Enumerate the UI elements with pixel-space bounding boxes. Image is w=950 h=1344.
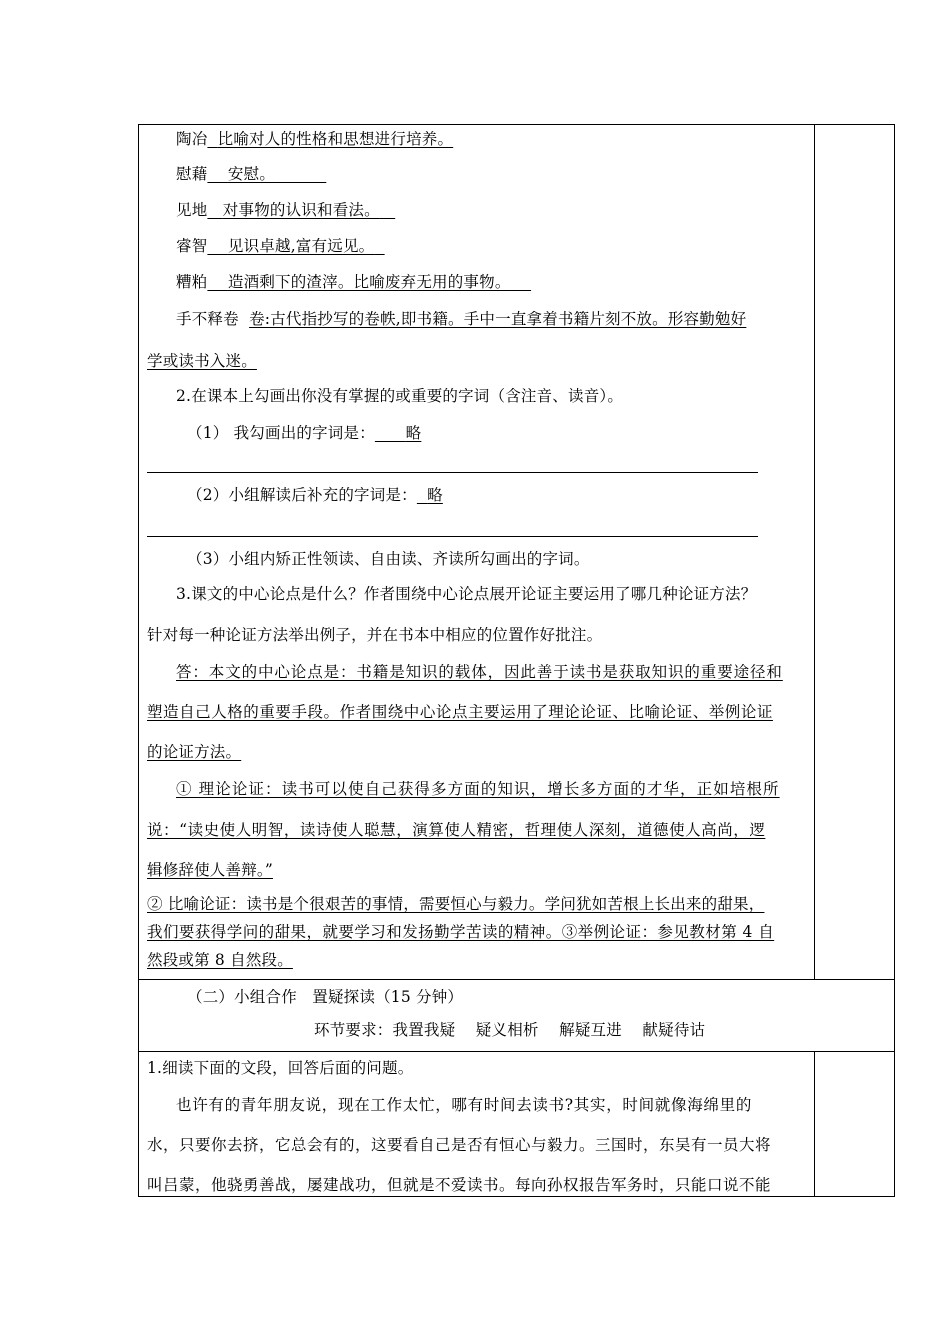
question-2-sub2: （2）小组解读后补充的字词是： 略	[187, 486, 443, 504]
idiom-entry	[176, 309, 806, 329]
row-divider-2	[138, 1051, 895, 1052]
answer-line-2	[147, 536, 758, 537]
table-right-border	[894, 124, 895, 1197]
table-bottom-border	[138, 1196, 895, 1197]
reading-line: 叫吕蒙，他骁勇善战，屡建战功，但就是不爱读书。每向孙权报告军务时，只能口说不能	[147, 1176, 772, 1194]
answer-line: 答：本文的中心论点是：书籍是知识的载体，因此善于读书是获取知识的重要途径和	[176, 663, 783, 681]
theory-line: ① 理论论证：读书可以使自己获得多方面的知识，增长多方面的才华，正如培根所	[176, 780, 780, 798]
column-divider-lower	[814, 1051, 815, 1197]
vocab-definition: 造酒剩下的渣滓。比喻废弃无用的事物。	[227, 273, 511, 291]
vocab-definition: 比喻对人的性格和思想进行培养。	[217, 130, 454, 148]
vocab-word: 慰藉	[176, 165, 208, 183]
vocab-word: 睿智	[176, 237, 208, 255]
vocab-entry	[176, 164, 326, 184]
vocab-entry	[176, 272, 531, 292]
answer-lue-1: 略	[405, 424, 422, 442]
vocab-word: 见地	[176, 201, 208, 219]
reading-line: 也许有的青年朋友说，现在工作太忙，哪有时间去读书?其实，时间就像海绵里的	[176, 1096, 753, 1114]
answer-line: 塑造自己人格的重要手段。作者围绕中心论点主要运用了理论论证、比喻论证、举例论证	[147, 703, 773, 721]
metaphor-line: 然段或第 8 自然段。	[147, 951, 293, 969]
row-divider-1	[138, 979, 895, 980]
question-2-title: 2.在课本上勾画出你没有掌握的或重要的字词（含注音、读音）。	[176, 387, 624, 405]
question-2-sub3: （3）小组内矫正性领读、自由读、齐读所勾画出的字词。	[187, 550, 590, 568]
column-divider	[814, 124, 815, 980]
idiom-definition-line2: 学或读书入迷。	[147, 352, 257, 370]
section-2-title: （二）小组合作 置疑探读（15 分钟）	[187, 988, 464, 1006]
answer-lue-2: 略	[427, 486, 443, 504]
theory-line: 辑修辞使人善辩。”	[147, 861, 273, 879]
vocab-definition: 见识卓越,富有远见。	[227, 237, 375, 255]
theory-line: 说：“读史使人明智，读诗使人聪慧，演算使人精密，哲理使人深刻，道德使人高尚，逻	[147, 821, 766, 839]
vocab-entry	[176, 200, 395, 220]
idiom-word: 手不释卷	[176, 310, 239, 328]
answer-line-1	[147, 472, 758, 473]
answer-line: 的论证方法。	[147, 743, 242, 761]
reading-question-1: 1.细读下面的文段，回答后面的问题。	[147, 1059, 414, 1077]
vocab-word: 糟粕	[176, 273, 208, 291]
idiom-definition-line1: 卷:古代指抄写的卷帙,即书籍。手中一直拿着书籍片刻不放。形容勤勉好	[249, 310, 747, 328]
metaphor-line: 我们要获得学问的甜果，就要学习和发扬勤学苦读的精神。③举例论证：参见教材第 4 自	[147, 923, 775, 941]
question-3-title-line1: 3.课文的中心论点是什么？作者围绕中心论点展开论证主要运用了哪几种论证方法？	[176, 585, 757, 603]
vocab-definition: 安慰。	[227, 165, 276, 183]
question-3-title-line2: 针对每一种论证方法举出例子，并在书本中相应的位置作好批注。	[147, 626, 603, 644]
reading-line: 水，只要你去挤，它总会有的，这要看自己是否有恒心与毅力。三国时，东吴有一员大将	[147, 1136, 772, 1154]
section-2-requirement: 环节要求：我置我疑 疑义相析 解疑互进 献疑待诂	[314, 1021, 706, 1039]
table-left-border	[138, 124, 139, 1197]
vocab-entry	[176, 236, 385, 256]
vocab-definition: 对事物的认识和看法。	[222, 201, 380, 219]
vocab-entry	[176, 129, 453, 149]
table-top-border	[138, 124, 895, 125]
metaphor-line: ② 比喻论证：读书是个很艰苦的事情，需要恒心与毅力。学问犹如苦根上长出来的甜果，	[147, 895, 765, 913]
question-2-sub1: （1） 我勾画出的字词是： 略	[187, 424, 422, 442]
vocab-word: 陶冶	[176, 130, 208, 148]
